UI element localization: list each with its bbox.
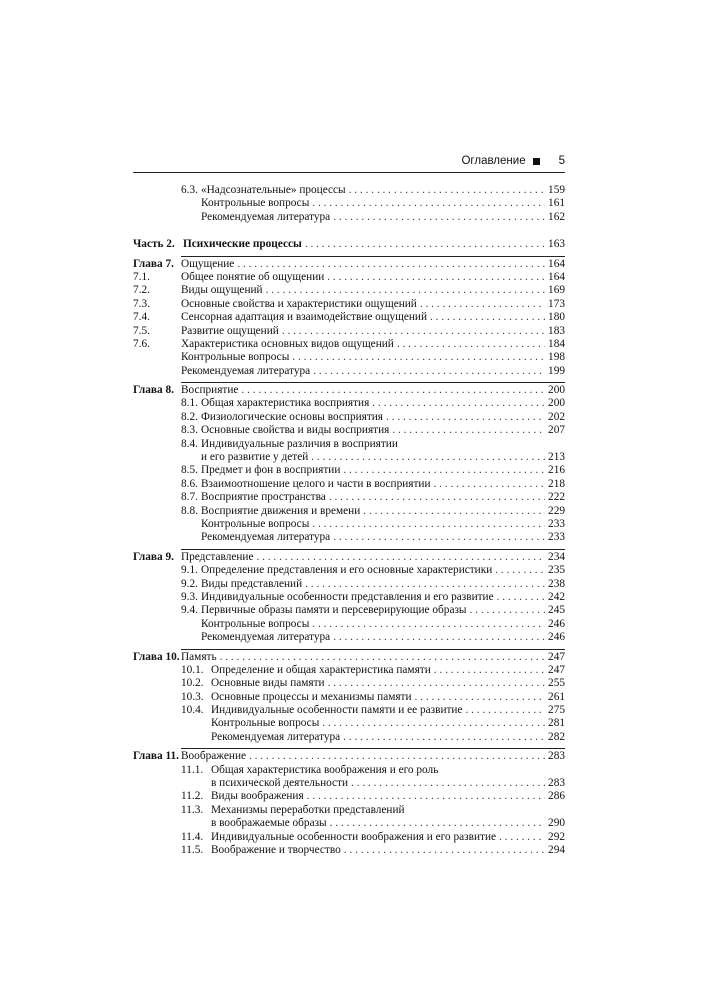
entry-number: 9.1. (181, 564, 198, 577)
toc-entry[interactable] (133, 184, 565, 197)
entry-title: Контрольные вопросы (181, 351, 290, 364)
entry-title: Восприятие пространства (201, 491, 326, 504)
leader-dots (292, 351, 545, 364)
leader-dots (470, 604, 546, 617)
toc-entry[interactable] (133, 478, 565, 491)
toc-entry[interactable] (133, 618, 565, 631)
entry-page: 229 (548, 504, 565, 517)
toc-entry[interactable] (133, 564, 565, 577)
entry-number: 11.2. (181, 790, 204, 803)
chapter-label: Глава 8. (133, 384, 174, 397)
toc-entry[interactable] (133, 365, 565, 378)
entry-page: 245 (548, 604, 565, 617)
toc-chapter-entry[interactable] (133, 750, 565, 763)
toc-entry[interactable] (133, 397, 565, 410)
entry-title: Основные свойства и характеристики ощущений (181, 297, 417, 310)
toc-part-entry[interactable] (133, 238, 565, 251)
entry-page: 218 (548, 477, 565, 490)
toc-entry[interactable] (133, 351, 565, 364)
entry-page: 261 (548, 690, 565, 703)
entry-page: 200 (548, 384, 565, 397)
entry-number: 8.2. (181, 410, 198, 423)
toc-entry[interactable] (133, 731, 565, 744)
entry-page: 282 (548, 730, 565, 743)
entry-title: Развитие ощущений (181, 324, 279, 337)
entry-number (133, 351, 181, 364)
entry-title: Виды ощущений (181, 284, 263, 297)
toc-entry[interactable] (133, 531, 565, 544)
chapter-title: Память (181, 650, 217, 663)
entry-title: Рекомендуемая литература (201, 631, 331, 644)
leader-dots (312, 618, 545, 631)
toc-chapter-entry[interactable] (133, 384, 565, 397)
entry-page: 222 (548, 491, 565, 504)
entry-title: Рекомендуемая литература (181, 364, 311, 377)
toc-entry-continuation[interactable] (133, 451, 565, 464)
toc-entry-continuation[interactable] (133, 817, 565, 830)
toc-entry[interactable] (133, 591, 565, 604)
leader-dots (434, 664, 545, 677)
square-bullet-icon (533, 158, 540, 165)
toc-entry[interactable] (133, 518, 565, 531)
entry-title: Взаимоотношение целого и части в восприятии (201, 477, 431, 490)
entry-title: Механизмы переработки представлений (211, 803, 405, 816)
part-title: Психические процессы (183, 238, 302, 251)
leader-dots (343, 731, 545, 744)
entry-number: 11.5. (181, 843, 204, 856)
toc-entry[interactable] (133, 271, 565, 284)
leader-dots (220, 651, 545, 664)
entry-number: 8.7. (181, 491, 198, 504)
leader-dots (329, 491, 545, 504)
leader-dots (351, 777, 545, 790)
leader-dots (430, 311, 545, 324)
entry-page: 163 (548, 238, 565, 251)
entry-page: 202 (548, 410, 565, 423)
chapter-title: Ощущение (181, 257, 235, 270)
entry-title: Основные процессы и механизмы памяти (211, 690, 412, 703)
entry-title-line2: в психической деятельности (211, 777, 349, 790)
entry-page: 294 (548, 843, 565, 856)
toc-entry[interactable] (133, 764, 565, 777)
entry-title: Определение и общая характеристика памяти (211, 663, 431, 676)
leader-dots (241, 384, 545, 397)
toc-entry[interactable] (133, 505, 565, 518)
leader-dots (333, 211, 545, 224)
entry-page: 281 (548, 717, 565, 730)
leader-dots (465, 704, 545, 717)
entry-number: 9.4. (181, 604, 198, 617)
part-label: Часть 2. (133, 238, 175, 251)
chapter-label: Глава 11. (133, 750, 179, 763)
leader-dots (392, 424, 545, 437)
leader-dots (313, 365, 545, 378)
entry-number: 7.4. (133, 311, 150, 324)
toc-entry[interactable] (133, 804, 565, 817)
toc-entry[interactable] (133, 311, 565, 324)
toc-entry[interactable] (133, 790, 565, 803)
entry-title-line2: в воображаемые образы (211, 817, 327, 830)
toc-entry[interactable] (133, 631, 565, 644)
leader-dots (333, 631, 545, 644)
toc-entry[interactable] (133, 578, 565, 591)
leader-dots (282, 325, 545, 338)
entry-title: Основные виды памяти (211, 677, 325, 690)
entry-title: Определение представления и его основные характеристики (201, 564, 493, 577)
toc-entry[interactable] (133, 831, 565, 844)
entry-page: 255 (548, 677, 565, 690)
entry-page: 216 (548, 464, 565, 477)
entry-title-line2: и его развитие у детей (201, 451, 309, 464)
leader-dots (499, 831, 545, 844)
entry-number: 10.3. (181, 690, 204, 703)
leader-dots (305, 238, 545, 251)
leader-dots (343, 464, 545, 477)
chapter-title: Воображение (181, 750, 247, 763)
leader-dots (415, 691, 546, 704)
entry-title: Характеристика основных видов ощущений (181, 337, 394, 350)
entry-title: Общая характеристика воображения и его роль (211, 763, 439, 776)
entry-title: Индивидуальные особенности представления и его развитие (201, 590, 494, 603)
toc-entry[interactable] (133, 691, 565, 704)
toc-entry[interactable] (133, 604, 565, 617)
chapter-title: Представление (181, 550, 254, 563)
entry-number: 8.6. (181, 477, 198, 490)
entry-page: 235 (548, 564, 565, 577)
leader-dots (495, 564, 545, 577)
entry-title: Контрольные вопросы (201, 517, 310, 530)
toc-entry[interactable] (133, 464, 565, 477)
toc-entry[interactable] (133, 338, 565, 351)
entry-number: 11.4. (181, 830, 204, 843)
entry-page: 169 (548, 284, 565, 297)
leader-dots (349, 184, 545, 197)
entry-page: 184 (548, 337, 565, 350)
entry-number: 10.2. (181, 677, 204, 690)
chapter-divider (181, 748, 565, 749)
leader-dots (363, 505, 545, 518)
page-number: 5 (558, 155, 565, 167)
entry-title: Индивидуальные особенности воображения и его развитие (211, 830, 497, 843)
chapter-title: Восприятие (181, 384, 239, 397)
toc-chapter-entry[interactable] (133, 258, 565, 271)
entry-page: 213 (548, 451, 565, 464)
entry-page: 246 (548, 617, 565, 630)
leader-dots (328, 677, 545, 690)
entry-page: 286 (548, 790, 565, 803)
leader-dots (322, 717, 545, 730)
leader-dots (312, 197, 545, 210)
entry-page: 173 (548, 297, 565, 310)
entry-title: Индивидуальные различия в восприятии (201, 437, 398, 450)
entry-page: 283 (548, 750, 565, 763)
table-of-contents (133, 184, 565, 857)
entry-title: Предмет и фон в восприятии (201, 464, 341, 477)
entry-title: Контрольные вопросы (211, 717, 320, 730)
toc-entry-continuation[interactable] (133, 777, 565, 790)
entry-page: 199 (548, 364, 565, 377)
leader-dots (434, 478, 546, 491)
entry-page: 247 (548, 650, 565, 663)
leader-dots (266, 284, 545, 297)
entry-page: 233 (548, 517, 565, 530)
entry-page: 207 (548, 424, 565, 437)
entry-number: 8.5. (181, 464, 198, 477)
entry-page: 290 (548, 817, 565, 830)
leader-dots (305, 578, 545, 591)
entry-number: 10.1. (181, 663, 204, 676)
entry-page: 292 (548, 830, 565, 843)
entry-page: 180 (548, 311, 565, 324)
chapter-divider (181, 549, 565, 550)
toc-entry[interactable] (133, 197, 565, 210)
entry-title: Индивидуальные особенности памяти и ее развитие (211, 704, 463, 717)
chapter-label: Глава 7. (133, 257, 174, 270)
toc-chapter-entry[interactable] (133, 651, 565, 664)
entry-number: 7.1. (133, 270, 150, 283)
leader-dots (311, 451, 545, 464)
entry-page: 200 (548, 397, 565, 410)
entry-number: 6.3. (181, 184, 198, 196)
entry-title: Рекомендуемая литература (201, 210, 331, 223)
entry-number: 11.3. (181, 803, 204, 816)
entry-title: Общая характеристика восприятия (201, 397, 370, 410)
entry-number: 8.1. (181, 397, 198, 410)
entry-number: 9.2. (181, 577, 198, 590)
entry-number: 7.6. (133, 337, 150, 350)
entry-page: 242 (548, 590, 565, 603)
leader-dots (497, 591, 545, 604)
toc-entry[interactable] (133, 298, 565, 311)
entry-page: 233 (548, 531, 565, 544)
chapter-divider (181, 649, 565, 650)
chapter-label: Глава 10. (133, 650, 180, 663)
chapter-divider (181, 382, 565, 383)
toc-entry[interactable] (133, 704, 565, 717)
entry-title: Рекомендуемая литература (201, 531, 331, 544)
leader-dots (420, 298, 545, 311)
leader-dots (312, 518, 545, 531)
entry-number: 7.2. (133, 284, 150, 297)
entry-title: Физиологические основы восприятия (201, 410, 384, 423)
toc-entry[interactable] (133, 424, 565, 437)
entry-title: Виды воображения (211, 790, 304, 803)
entry-number: 8.3. (181, 424, 198, 437)
toc-entry[interactable] (133, 284, 565, 297)
leader-dots (344, 844, 545, 857)
leader-dots (237, 258, 545, 271)
entry-title: Контрольные вопросы (201, 197, 310, 210)
entry-number: 11.1. (181, 763, 204, 776)
toc-entry[interactable] (133, 325, 565, 338)
leader-dots (397, 338, 545, 351)
entry-page: 234 (548, 550, 565, 563)
toc-entry[interactable] (133, 677, 565, 690)
entry-page: 275 (548, 704, 565, 717)
header-right (461, 155, 565, 167)
entry-page: 183 (548, 324, 565, 337)
entry-title: Контрольные вопросы (201, 617, 310, 630)
entry-title: Основные свойства и виды восприятия (201, 424, 390, 437)
toc-entry[interactable] (133, 438, 565, 451)
leader-dots (249, 750, 545, 763)
entry-number: 9.3. (181, 590, 198, 603)
entry-number: 7.3. (133, 297, 150, 310)
leader-dots (386, 411, 545, 424)
running-title: Оглавление (461, 155, 526, 167)
toc-entry[interactable] (133, 664, 565, 677)
entry-page: 238 (548, 577, 565, 590)
entry-number: 8.8. (181, 504, 198, 517)
entry-page: 283 (548, 777, 565, 790)
entry-page: 161 (548, 197, 565, 210)
toc-entry[interactable] (133, 844, 565, 857)
entry-page: 162 (548, 210, 565, 223)
entry-number: 7.5. (133, 324, 150, 337)
entry-title: «Надсознательные» процессы (201, 184, 346, 196)
toc-entry[interactable] (133, 411, 565, 424)
leader-dots (372, 397, 545, 410)
entry-page: 246 (548, 631, 565, 644)
entry-title: Сенсорная адаптация и взаимодействие ощущений (181, 311, 428, 324)
entry-number: 10.4. (181, 704, 204, 717)
chapter-divider (181, 256, 565, 257)
leader-dots (330, 817, 545, 830)
entry-page: 159 (548, 184, 565, 196)
entry-title: Воображение и творчество (211, 843, 341, 856)
entry-title: Первичные образы памяти и персеверирующие образы (201, 604, 467, 617)
toc-chapter-entry[interactable] (133, 551, 565, 564)
leader-dots (333, 531, 545, 544)
chapter-label: Глава 9. (133, 550, 174, 563)
leader-dots (307, 790, 545, 803)
running-header (133, 154, 565, 173)
entry-page: 247 (548, 663, 565, 676)
leader-dots (256, 551, 545, 564)
entry-title: Рекомендуемая литература (211, 730, 341, 743)
leader-dots (327, 271, 545, 284)
entry-number: 8.4. (181, 437, 198, 450)
entry-page: 198 (548, 351, 565, 364)
entry-title: Восприятие движения и времени (201, 504, 361, 517)
entry-page: 164 (548, 270, 565, 283)
toc-entry[interactable] (133, 717, 565, 730)
entry-title: Виды представлений (201, 577, 303, 590)
entry-page: 164 (548, 257, 565, 270)
toc-entry[interactable] (133, 211, 565, 224)
toc-entry[interactable] (133, 491, 565, 504)
entry-title: Общее понятие об ощущении (181, 270, 325, 283)
